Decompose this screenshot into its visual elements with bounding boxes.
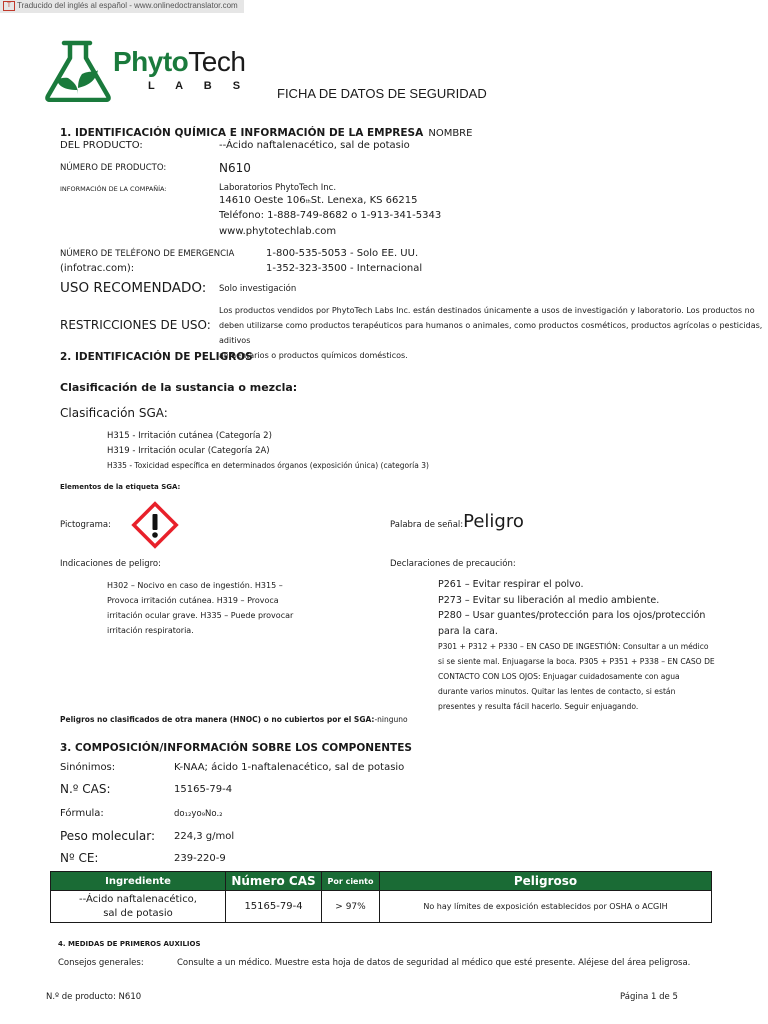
product-number-value: N610 xyxy=(219,161,251,175)
precaution-detail-line: P301 + P312 + P330 – EN CASO DE INGESTIÓN: Consultar a un médico xyxy=(438,642,709,651)
ec-number-label: Nº CE: xyxy=(60,851,99,865)
label-elements-heading: Elementos de la etiqueta SGA: xyxy=(60,483,181,491)
cell-ingredient xyxy=(51,891,226,923)
company-website: www.phytotechlab.com xyxy=(219,226,337,237)
emergency-phone-us: 1-800-535-5053 - Solo EE. UU. xyxy=(266,248,419,259)
header-cas-number: Número CAS xyxy=(226,872,322,891)
product-number-label: NÚMERO DE PRODUCTO: xyxy=(60,163,167,173)
precautionary-label: Declaraciones de precaución: xyxy=(390,559,516,569)
signal-word-value: Peligro xyxy=(463,511,524,532)
section-1-title: 1. IDENTIFICACIÓN QUÍMICA E INFORMACIÓN DE LA EMPRESA xyxy=(60,127,424,139)
precautionary-detail xyxy=(438,639,715,714)
general-advice-value: Consulte a un médico. Muestre esta hoja de datos de seguridad al médico que esté presente. Aléjese del área peligrosa. xyxy=(177,958,691,968)
formula-label: Fórmula: xyxy=(60,808,104,819)
molecular-weight-value: 224,3 g/mol xyxy=(174,831,235,842)
hnoc-value: -ninguno xyxy=(374,715,408,724)
cell-cas-number: 15165-79-4 xyxy=(226,891,322,923)
recommended-use-value: Solo investigación xyxy=(219,284,297,294)
restrictions-line: alimentarios o productos químicos domésticos. xyxy=(219,351,408,360)
hazard-line: H302 – Nocivo en caso de ingestión. H315 – xyxy=(107,581,283,590)
hnoc-row xyxy=(60,715,408,724)
restrictions-line: Los productos vendidos por PhytoTech Labs Inc. están destinados únicamente a usos de investigación y laboratorio. Los productos no xyxy=(219,306,755,315)
hazard-line: irritación respiratoria. xyxy=(107,626,194,635)
ingredient-line-2: sal de potasio xyxy=(103,907,173,919)
section-1-heading-tail: NOMBRE xyxy=(428,128,473,139)
cell-hazardous: No hay límites de exposición establecidos por OSHA o ACGIH xyxy=(380,891,712,923)
precaution-detail-line: durante varios minutos. Quitar las lentes de contacto, si están xyxy=(438,687,676,696)
ghs-classification-label: Clasificación SGA: xyxy=(60,406,168,420)
hazard-line: irritación ocular grave. H335 – Puede provocar xyxy=(107,611,294,620)
restrictions-text xyxy=(219,303,768,363)
precaution-line: P280 – Usar guantes/protección para los ojos/protección xyxy=(438,610,706,621)
header-percent: Por ciento xyxy=(322,872,380,891)
precaution-detail-line: CONTACTO CON LOS OJOS: Enjuagar cuidadosamente con agua xyxy=(438,672,680,681)
translate-icon: T xyxy=(3,1,15,11)
company-city: St. Lenexa, KS 66215 xyxy=(310,195,418,206)
brand-name xyxy=(113,46,245,78)
composition-table xyxy=(50,871,712,923)
cas-value: 15165-79-4 xyxy=(174,784,233,795)
molecular-weight-label: Peso molecular: xyxy=(60,829,156,843)
table-row xyxy=(51,891,712,923)
pictogram-label: Pictograma: xyxy=(60,520,111,530)
emergency-phone-intl: 1-352-323-3500 - Internacional xyxy=(266,263,423,274)
header-hazardous: Peligroso xyxy=(380,872,712,891)
company-info-label: INFORMACIÓN DE LA COMPAÑÍA: xyxy=(60,185,167,193)
emergency-label-2: (infotrac.com): xyxy=(60,263,135,274)
banner-text: Traducido del inglés al español - www.onlinedoctranslator.com xyxy=(17,1,238,10)
section-1-heading xyxy=(60,121,472,140)
emergency-label: NÚMERO DE TELÉFONO DE EMERGENCIA xyxy=(60,249,235,259)
company-street: 14610 Oeste 106 xyxy=(219,195,306,206)
brand-name-dark: Tech xyxy=(188,46,246,77)
exclamation-diamond-icon xyxy=(131,501,179,549)
formula-value: do₁₂yo₉No.₂ xyxy=(174,809,223,819)
section-3-heading: 3. COMPOSICIÓN/INFORMACIÓN SOBRE LOS COMPONENTES xyxy=(60,742,412,754)
restrictions-line: deben utilizarse como productos terapéuticos para humanos o animales, como productos cosméticos, productos agrícolas o pesticidas, aditivos xyxy=(219,321,763,345)
precaution-detail-line: presentes y resulta fácil hacerlo. Seguir enjuagando. xyxy=(438,702,639,711)
classification-heading: Clasificación de la sustancia o mezcla: xyxy=(60,381,298,394)
ghs-item-h315: H315 - Irritación cutánea (Categoría 2) xyxy=(107,431,272,441)
ghs-item-h319: H319 - Irritación ocular (Categoría 2A) xyxy=(107,446,270,456)
precautionary-main xyxy=(438,577,705,639)
ghs-item-h335: H335 - Toxicidad específica en determinados órganos (exposición única) (categoría 3) xyxy=(107,461,429,470)
hazard-line: Provoca irritación cutánea. H319 – Provoca xyxy=(107,596,279,605)
document-title: FICHA DE DATOS DE SEGURIDAD xyxy=(277,86,487,101)
company-street-sup: th xyxy=(305,199,311,205)
header-ingredient: Ingrediente xyxy=(51,872,226,891)
ec-number-value: 239-220-9 xyxy=(174,853,226,864)
signal-word-row xyxy=(390,511,524,532)
precaution-line: para la cara. xyxy=(438,625,498,637)
section-2-heading: 2. IDENTIFICACIÓN DE PELIGROS xyxy=(60,351,253,363)
table-header-row xyxy=(51,872,712,891)
precaution-detail-line: si se siente mal. Enjuagarse la boca. P305 + P351 + P338 – EN CASO DE xyxy=(438,657,715,666)
hnoc-label: Peligros no clasificados de otra manera (HNOC) o no cubiertos por el SGA: xyxy=(60,715,375,724)
ingredient-line-1: --Ácido naftalenacético, xyxy=(79,893,197,905)
translation-banner[interactable] xyxy=(0,0,244,13)
precaution-line: P261 – Evitar respirar el polvo. xyxy=(438,579,584,590)
footer-page-number: Página 1 de 5 xyxy=(620,992,678,1002)
hazard-statements xyxy=(107,578,293,638)
signal-word-label: Palabra de señal: xyxy=(390,520,464,530)
brand-subtitle: L A B S xyxy=(148,80,250,92)
general-advice-label: Consejos generales: xyxy=(58,958,144,968)
flask-leaf-icon xyxy=(44,40,112,102)
section-4-heading: 4. MEDIDAS DE PRIMEROS AUXILIOS xyxy=(58,940,201,948)
cell-percent: > 97% xyxy=(322,891,380,923)
cas-label: N.º CAS: xyxy=(60,782,111,796)
company-line-1: Laboratorios PhytoTech Inc. xyxy=(219,183,337,193)
footer-product-number: N.º de producto: N610 xyxy=(46,992,142,1002)
hazard-statements-label: Indicaciones de peligro: xyxy=(60,559,161,569)
product-name-label: DEL PRODUCTO: xyxy=(60,140,143,151)
precaution-line: P273 – Evitar su liberación al medio ambiente. xyxy=(438,594,660,606)
company-line-2 xyxy=(219,195,418,206)
synonyms-label: Sinónimos: xyxy=(60,762,116,773)
restrictions-label: RESTRICCIONES DE USO: xyxy=(60,318,211,332)
company-phone: Teléfono: 1-888-749-8682 o 1-913-341-5343 xyxy=(219,210,442,221)
recommended-use-label: USO RECOMENDADO: xyxy=(60,280,207,296)
brand-name-green: Phyto xyxy=(113,46,189,77)
synonyms-value: K-NAA; ácido 1-naftalenacético, sal de potasio xyxy=(174,762,405,773)
product-name-value: --Ácido naftalenacético, sal de potasio xyxy=(219,140,410,151)
